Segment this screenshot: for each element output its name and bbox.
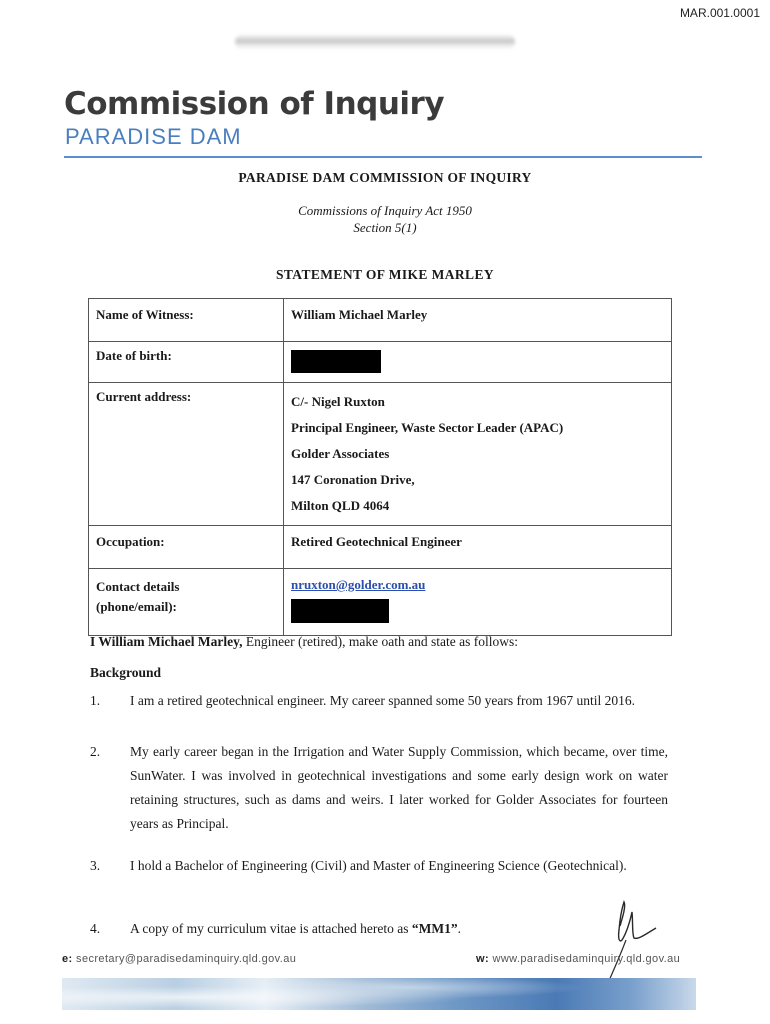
footer-web-prefix: w: — [476, 953, 490, 965]
contact-label-line: Contact details — [96, 579, 180, 594]
address-label: Current address: — [89, 383, 284, 526]
dob-value — [284, 342, 672, 383]
paragraph-3 — [90, 854, 668, 878]
witness-name: I William Michael Marley, — [90, 634, 243, 649]
scan-artifact — [235, 34, 515, 50]
logo-title: Commission of Inquiry — [64, 86, 445, 122]
paragraph-number: 2. — [90, 744, 101, 759]
email-link[interactable]: nruxton@golder.com.au — [291, 577, 426, 592]
occupation-label: Occupation: — [89, 526, 284, 569]
witness-details-table — [88, 298, 672, 636]
contact-value — [284, 569, 672, 636]
address-value — [284, 383, 672, 526]
paragraph-text-after: . — [457, 921, 462, 936]
paragraph-text: My early career began in the Irrigation and Water Supply Commission, which became, over time, SunWater. I was involved in geotechnical investigations and some early design work on water retaining structures, such as dams and weirs. I later worked for Golder Associates for fourteen years as Principal. — [130, 744, 668, 831]
logo-divider — [64, 156, 702, 158]
intro-statement — [90, 634, 518, 650]
paragraph-2 — [90, 740, 668, 836]
paragraph-1 — [90, 692, 668, 709]
footer-website — [476, 953, 680, 965]
page-reference-id: MAR.001.0001 — [679, 6, 760, 20]
statement-title: STATEMENT OF MIKE MARLEY — [276, 267, 494, 282]
address-line: Principal Engineer, Waste Sector Leader (APAC) — [291, 420, 564, 435]
dob-label: Date of birth: — [89, 342, 284, 383]
paragraph-text: I am a retired geotechnical engineer. My career spanned some 50 years from 1967 until 2016. — [130, 693, 635, 708]
address-line: C/- Nigel Ruxton — [291, 394, 385, 409]
contact-label-line: (phone/email): — [96, 599, 177, 614]
redaction-block — [291, 350, 381, 373]
section-reference: Section 5(1) — [353, 220, 417, 235]
contact-label — [89, 569, 284, 636]
redaction-block — [291, 599, 389, 623]
footer-email-prefix: e: — [62, 953, 73, 965]
footer-email — [62, 953, 296, 965]
address-line: 147 Coronation Drive, — [291, 472, 415, 487]
address-line: Milton QLD 4064 — [291, 498, 390, 513]
footer-web-address[interactable]: www.paradisedaminquiry.qld.gov.au — [489, 953, 681, 965]
act-reference: Commissions of Inquiry Act 1950 — [298, 203, 472, 218]
address-line: Golder Associates — [291, 446, 390, 461]
footer-decorative-band — [62, 978, 696, 1010]
paragraph-text — [130, 917, 668, 941]
paragraph-4 — [90, 917, 668, 941]
name-label: Name of Witness: — [89, 299, 284, 342]
footer-email-address[interactable]: secretary@paradisedaminquiry.qld.gov.au — [72, 953, 297, 965]
document-heading: PARADISE DAM COMMISSION OF INQUIRY — [238, 170, 532, 185]
paragraph-number: 4. — [90, 921, 101, 936]
table-row — [89, 383, 672, 526]
table-row — [89, 569, 672, 636]
paragraph-text-before: A copy of my curriculum vitae is attached hereto as — [130, 921, 412, 936]
table-row — [89, 299, 672, 342]
paragraph-text: I hold a Bachelor of Engineering (Civil) and Master of Engineering Science (Geotechnical). — [130, 858, 627, 873]
name-value: William Michael Marley — [284, 299, 672, 342]
occupation-value: Retired Geotechnical Engineer — [284, 526, 672, 569]
paragraph-number: 3. — [90, 858, 101, 873]
paragraph-number: 1. — [90, 693, 101, 708]
exhibit-reference: “MM1” — [411, 921, 458, 936]
table-row — [89, 342, 672, 383]
table-row — [89, 526, 672, 569]
background-heading: Background — [90, 665, 162, 680]
intro-text: Engineer (retired), make oath and state as follows: — [242, 634, 519, 649]
logo-subtitle: PARADISE DAM — [65, 124, 242, 149]
